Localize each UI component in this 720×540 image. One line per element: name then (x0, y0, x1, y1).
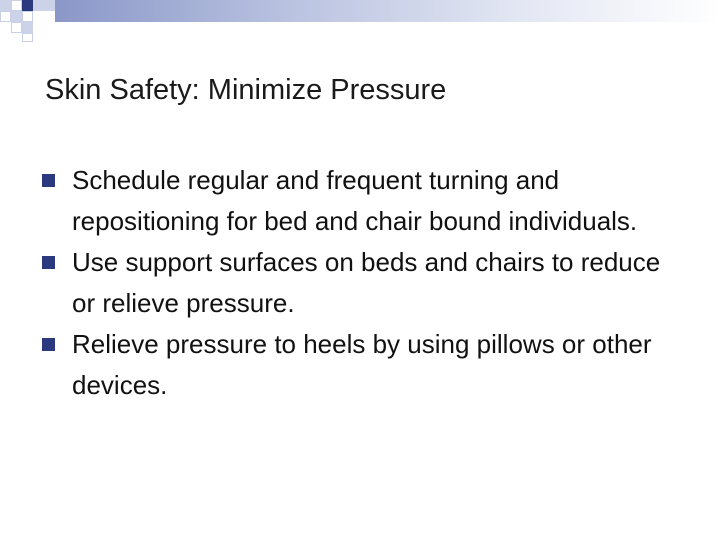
decor-square (22, 22, 33, 33)
bullet-item (40, 242, 680, 324)
header-decoration (0, 0, 720, 42)
decor-square (22, 11, 33, 22)
bullet-item (40, 324, 680, 406)
bullet-text: Relieve pressure to heels by using pillows or other devices. (72, 329, 652, 400)
decor-square (0, 0, 11, 11)
bullet-text: Use support surfaces on beds and chairs to reduce or relieve pressure. (72, 247, 661, 318)
decor-square (0, 11, 11, 22)
slide-title: Skin Safety: Minimize Pressure (45, 74, 447, 106)
decor-square (33, 0, 44, 11)
bullet-item (40, 160, 680, 242)
square-bullet-icon (42, 174, 55, 187)
square-bullet-icon (42, 338, 55, 351)
bullet-text: Schedule regular and frequent turning and repositioning for bed and chair bound individuals. (72, 165, 638, 236)
bullet-list (40, 160, 680, 406)
decor-square (22, 33, 33, 42)
decor-square (22, 0, 33, 11)
decor-square (44, 0, 55, 11)
square-bullet-icon (42, 256, 55, 269)
decor-square (11, 0, 22, 11)
header-gradient-strip (55, 0, 720, 22)
decor-square (11, 22, 22, 33)
decor-square (11, 11, 22, 22)
